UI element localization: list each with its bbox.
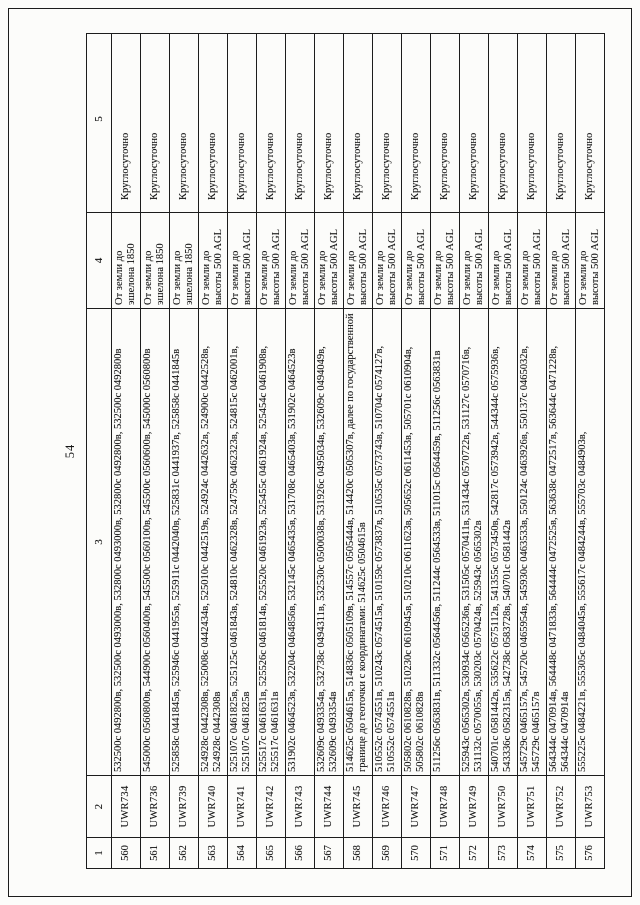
zone-index: UWR734 (112, 776, 140, 838)
zone-schedule: Круглосуточно (460, 35, 488, 213)
zone-row (140, 34, 169, 868)
zone-index: UWR743 (286, 776, 314, 838)
zone-number: 570 (410, 845, 422, 861)
zone-number: 576 (584, 845, 596, 861)
zone-number: 564 (236, 845, 248, 861)
zone-coordinates: 532500с 0492800в, 532500с 0493000в, 532800с 0493000в, 532800с 0492800в, 532500с 0492800в (112, 309, 140, 776)
zone-vertical-limits: От земли до высоты 500 AGL (344, 213, 372, 309)
zone-row (111, 34, 140, 868)
zone-row (314, 34, 343, 868)
zone-schedule: Круглосуточно (547, 35, 575, 213)
zone-row (517, 34, 546, 868)
zone-vertical-limits: От земли до эшелона 1850 (112, 213, 140, 309)
zone-vertical-limits: От земли до высоты 500 AGL (257, 213, 285, 309)
zone-schedule: Круглосуточно (286, 35, 314, 213)
zone-index: UWR741 (228, 776, 256, 838)
zone-vertical-limits: От земли до высоты 500 AGL (286, 213, 314, 309)
table-header-row (87, 34, 111, 868)
zone-number: 565 (265, 845, 277, 861)
zone-row (488, 34, 517, 868)
zone-row (343, 34, 372, 868)
zone-index: UWR752 (547, 776, 575, 838)
zone-coordinates: 525858с 0441845в, 525946с 0441955в, 525911с 0442040в, 525831с 0441937в, 525858с 0441845в (170, 309, 198, 776)
zone-row (256, 34, 285, 868)
page-number: 54 (63, 443, 77, 459)
zone-vertical-limits: От земли до высоты 500 AGL (315, 213, 343, 309)
zone-schedule: Круглосуточно (199, 35, 227, 213)
zone-row (169, 34, 198, 868)
zone-schedule: Круглосуточно (112, 35, 140, 213)
rotated-sheet-area (56, 33, 608, 869)
zone-number: 575 (555, 845, 567, 861)
zone-schedule: Круглосуточно (141, 35, 169, 213)
zone-number: 563 (207, 845, 219, 861)
zone-number: 562 (178, 845, 190, 861)
zone-index: UWR750 (489, 776, 517, 838)
zone-vertical-limits: От земли до эшелона 1850 (141, 213, 169, 309)
zone-coordinates: 532609с 0493354в, 532738с 0494311в, 532530с 0500038в, 531926с 0495034в, 532609с 0494049в, 532609с 0493354в (315, 309, 343, 776)
zone-schedule: Круглосуточно (315, 35, 343, 213)
zone-vertical-limits: От земли до высоты 500 AGL (431, 213, 459, 309)
zone-vertical-limits: От земли до высоты 500 AGL (518, 213, 546, 309)
column-header-1: 1 (92, 850, 105, 856)
column-header-2: 2 (87, 776, 111, 838)
zone-coordinates: 514625с 0504615в, 514836с 0505109в, 514557с 0505444в, 514420с 0505307в, далее по государственной границе до геоточки с координатами: 514625с 0504615в (344, 309, 372, 776)
zone-coordinates: 564344с 0470914в, 564448с 0471833в, 564444с 0472525в, 563638с 0472517в, 563644с 0471228в, 564344с 0470914в (547, 309, 575, 776)
column-header-3: 3 (87, 309, 111, 776)
zone-row (430, 34, 459, 868)
zone-schedule: Круглосуточно (344, 35, 372, 213)
zone-index: UWR736 (141, 776, 169, 838)
zone-coordinates: 525517с 0461631в, 525526с 0461814в, 525520с 0461923в, 525455с 0461924в, 525454с 0461908в, 525517с 0461631в (257, 309, 285, 776)
zone-vertical-limits: От земли до высоты 500 AGL (547, 213, 575, 309)
zone-coordinates: 525943с 0565302в, 530934с 0565236в, 531505с 0570411в, 531434с 0570722в, 531127с 0570716в, 531132с 0570055в, 530203с 0570424в, 525943с 0565302в (460, 309, 488, 776)
zone-index: UWR753 (576, 776, 604, 838)
zone-index: UWR747 (402, 776, 430, 838)
zone-schedule: Круглосуточно (257, 35, 285, 213)
zone-coordinates: 525107с 0461825в, 525125с 0461843в, 524810с 0462328в, 524759с 0462323в, 524815с 0462001в, 525107с 0461825в (228, 309, 256, 776)
zone-vertical-limits: От земли до высоты 500 AGL (576, 213, 604, 309)
column-header-5: 5 (87, 35, 111, 213)
zone-schedule: Круглосуточно (170, 35, 198, 213)
zone-row (459, 34, 488, 868)
zone-coordinates: 524928с 0442308в, 525008с 0442434в, 525010с 0442519в, 524924с 0442632в, 524900с 0442528в, 524928с 0442308в (199, 309, 227, 776)
column-header-4: 4 (87, 213, 111, 309)
zone-row (285, 34, 314, 868)
zone-coordinates: 545000с 0560800в, 544900с 0560400в, 545500с 0560100в, 545500с 0560600в, 545000с 0560800в (141, 309, 169, 776)
zone-schedule: Круглосуточно (518, 35, 546, 213)
zone-vertical-limits: От земли до высоты 500 AGL (402, 213, 430, 309)
zone-row (227, 34, 256, 868)
zone-coordinates: 505802с 0610828в, 510230с 0610945в, 510210с 0611623в, 505652с 0611453в, 505701с 0610904в, 505802с 0610828в (402, 309, 430, 776)
zone-index: UWR740 (199, 776, 227, 838)
zone-row (372, 34, 401, 868)
zone-index: UWR749 (460, 776, 488, 838)
zone-schedule: Круглосуточно (431, 35, 459, 213)
zone-number: 566 (294, 845, 306, 861)
zone-index: UWR746 (373, 776, 401, 838)
zone-coordinates: 510552с 0574551в, 510243с 0574515в, 510159с 0573837в, 510535с 0573743в, 510704с 0574127в, 510552с 0574551в (373, 309, 401, 776)
zone-number: 573 (497, 845, 509, 861)
zone-coordinates: 555225с 0484221в, 555305с 0484045в, 555617с 0484244в, 555703с 0484903в, (576, 309, 604, 776)
zone-index: UWR751 (518, 776, 546, 838)
zone-vertical-limits: От земли до эшелона 1850 (170, 213, 198, 309)
zone-index: UWR748 (431, 776, 459, 838)
zone-number: 571 (439, 845, 451, 861)
zone-row (546, 34, 575, 868)
landscape-sheet (56, 33, 608, 869)
zone-coordinates: 545729с 0465157в, 545720с 0465954в, 545930с 0463533в, 550124с 0463926в, 550137с 0465032в, 545729с 0465157в (518, 309, 546, 776)
zone-number: 560 (120, 845, 132, 861)
zones-table (86, 33, 605, 869)
zone-index: UWR745 (344, 776, 372, 838)
zone-row (575, 34, 604, 868)
zone-vertical-limits: От земли до высоты 500 AGL (489, 213, 517, 309)
zone-schedule: Круглосуточно (228, 35, 256, 213)
zone-coordinates: 531902с 0464523в, 532204с 0464856в, 532145с 0465435в, 531708с 0465403в, 531902с 0464523в (286, 309, 314, 776)
zone-row (401, 34, 430, 868)
zone-number: 568 (352, 845, 364, 861)
zone-index: UWR739 (170, 776, 198, 838)
zone-schedule: Круглосуточно (402, 35, 430, 213)
zone-schedule: Круглосуточно (576, 35, 604, 213)
zone-index: UWR742 (257, 776, 285, 838)
zone-number: 569 (381, 845, 393, 861)
zone-coordinates: 540701с 0581442в, 535622с 0575112в, 541355с 0573450в, 542817с 0573942в, 544344с 0575936в, 543336с 0582315в, 542738с 0583728в, 540701с 0581442в (489, 309, 517, 776)
zone-number: 567 (323, 845, 335, 861)
zone-row (198, 34, 227, 868)
zone-coordinates: 511256с 0563831в, 511332с 0564456в, 511244с 0564533в, 511015с 0564459в, 511256с 0563831в (431, 309, 459, 776)
zone-vertical-limits: От земли до высоты 500 AGL (460, 213, 488, 309)
zone-index: UWR744 (315, 776, 343, 838)
zone-schedule: Круглосуточно (489, 35, 517, 213)
zone-number: 572 (468, 845, 480, 861)
zone-schedule: Круглосуточно (373, 35, 401, 213)
zone-number: 574 (526, 845, 538, 861)
zone-vertical-limits: От земли до высоты 500 AGL (373, 213, 401, 309)
zone-vertical-limits: От земли до высоты 500 AGL (199, 213, 227, 309)
zone-vertical-limits: От земли до высоты 500 AGL (228, 213, 256, 309)
zone-number: 561 (149, 845, 161, 861)
